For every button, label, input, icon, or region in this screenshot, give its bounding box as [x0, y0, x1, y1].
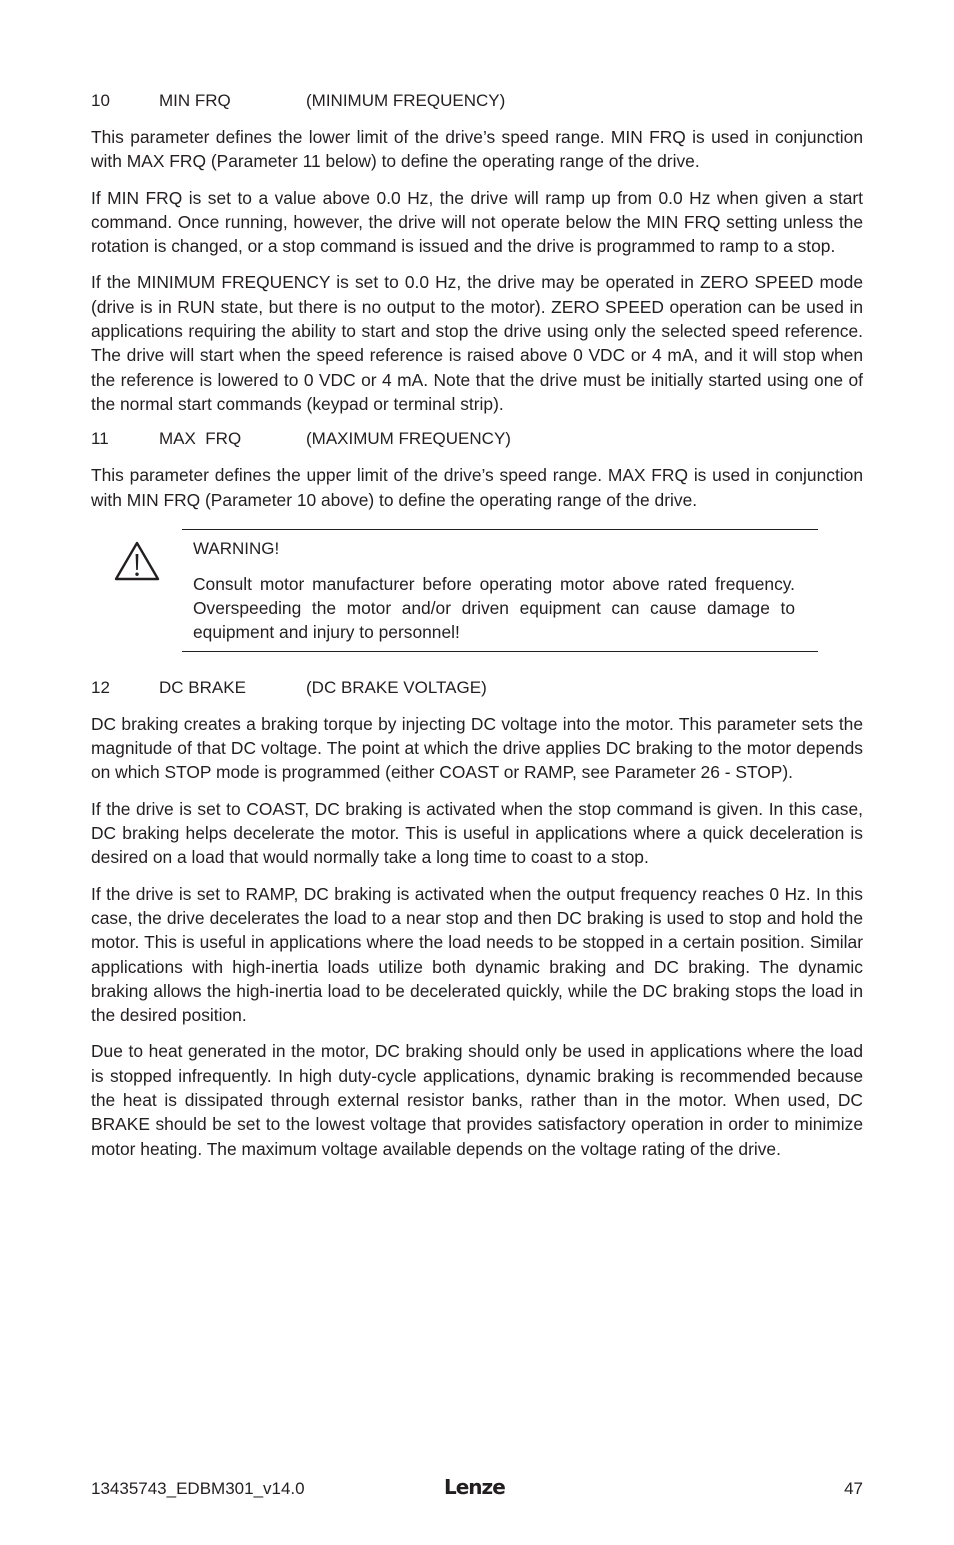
param-heading-min-frq	[91, 90, 863, 112]
param-heading-dc-brake	[91, 677, 863, 699]
lenze-logo: Lenze	[444, 1475, 505, 1499]
paragraph: If the drive is set to COAST, DC braking is activated when the stop command is given. In this case, DC braking helps decelerate the motor. This is useful in applications where a quick deceleration is desired on a load that would normally take a long time to coast to a stop.	[91, 798, 863, 868]
warning-title: WARNING!	[193, 538, 280, 558]
param-heading-max-frq	[91, 428, 863, 450]
warning-box	[91, 529, 863, 653]
warning-text: Consult motor manufacturer before operating motor above rated frequency. Overspeeding the motor and/or driven equipment can cause damage to equipment and injury to personnel!	[193, 573, 795, 643]
document-id: 13435743_EDBM301_v14.0	[91, 1479, 305, 1498]
param-full-name: (DC BRAKE VOLTAGE)	[306, 677, 487, 697]
page-content	[91, 90, 863, 1173]
page-number: 47	[844, 1479, 863, 1498]
param-full-name: (MINIMUM FREQUENCY)	[306, 91, 506, 110]
paragraph: If the drive is set to RAMP, DC braking is activated when the output frequency reaches 0 Hz. In this case, the drive decelerates the load to a near stop and then DC braking is used to stop and hold the motor. This is useful in applications where the load needs to be stopped in a certain position. Similar applications with high-inertia loads utilize both dynamic braking and DC braking. The dynamic braking allows the high-inertia load to be decelerated quickly, while the DC braking stops the load in the desired position.	[91, 883, 863, 1026]
paragraph: Due to heat generated in the motor, DC braking should only be used in applications where the load is stopped infrequently. In high duty-cycle applications, dynamic braking is recommended because the heat is dissipated through external resistor banks, rather than in the motor. When used, DC BRAKE should be set to the lowest voltage that provides satisfactory operation in order to minimize motor heating. The maximum voltage available depends on the voltage rating of the drive.	[91, 1041, 863, 1159]
paragraph: If the MINIMUM FREQUENCY is set to 0.0 Hz, the drive may be operated in ZERO SPEED mode (drive is in RUN state, but there is no output to the motor). ZERO SPEED operation can be used in applications requiring the ability to start and stop the drive using only the selected speed reference. The drive will start when the speed reference is raised above 0 VDC or 4 mA, and it will stop when the reference is lowered to 0 VDC or 4 mA. Note that the drive must be initially started using one of the normal start commands (keypad or terminal strip).	[91, 272, 863, 414]
paragraph: This parameter defines the lower limit of the drive’s speed range. MIN FRQ is used in conjunction with MAX FRQ (Parameter 11 below) to define the operating range of the drive.	[91, 127, 863, 172]
page-footer	[91, 1477, 863, 1501]
param-number: 12	[91, 677, 110, 697]
paragraph: If MIN FRQ is set to a value above 0.0 Hz, the drive will ramp up from 0.0 Hz when given a start command. Once running, however, the drive will not operate below the MIN FRQ setting unless the rotation is changed, or a stop command is issued and the drive is programmed to ramp to a stop.	[91, 187, 863, 257]
paragraph: This parameter defines the upper limit of the drive’s speed range. MAX FRQ is used in conjunction with MIN FRQ (Parameter 10 above) to define the operating range of the drive.	[91, 465, 863, 510]
divider	[182, 651, 818, 652]
param-code: DC BRAKE	[159, 677, 246, 697]
warning-triangle-icon	[114, 541, 160, 581]
divider	[182, 529, 818, 530]
paragraph: DC braking creates a braking torque by injecting DC voltage into the motor. This parameter sets the magnitude of that DC voltage. The point at which the drive applies DC braking to the motor depends on which STOP mode is programmed (either COAST or RAMP, see Parameter 26 - STOP).	[91, 713, 863, 783]
param-code: MAX FRQ	[159, 429, 242, 449]
param-full-name: (MAXIMUM FREQUENCY)	[306, 429, 511, 449]
param-number: 11	[91, 429, 109, 449]
param-number: 10	[91, 91, 110, 110]
param-code: MIN FRQ	[159, 91, 231, 110]
